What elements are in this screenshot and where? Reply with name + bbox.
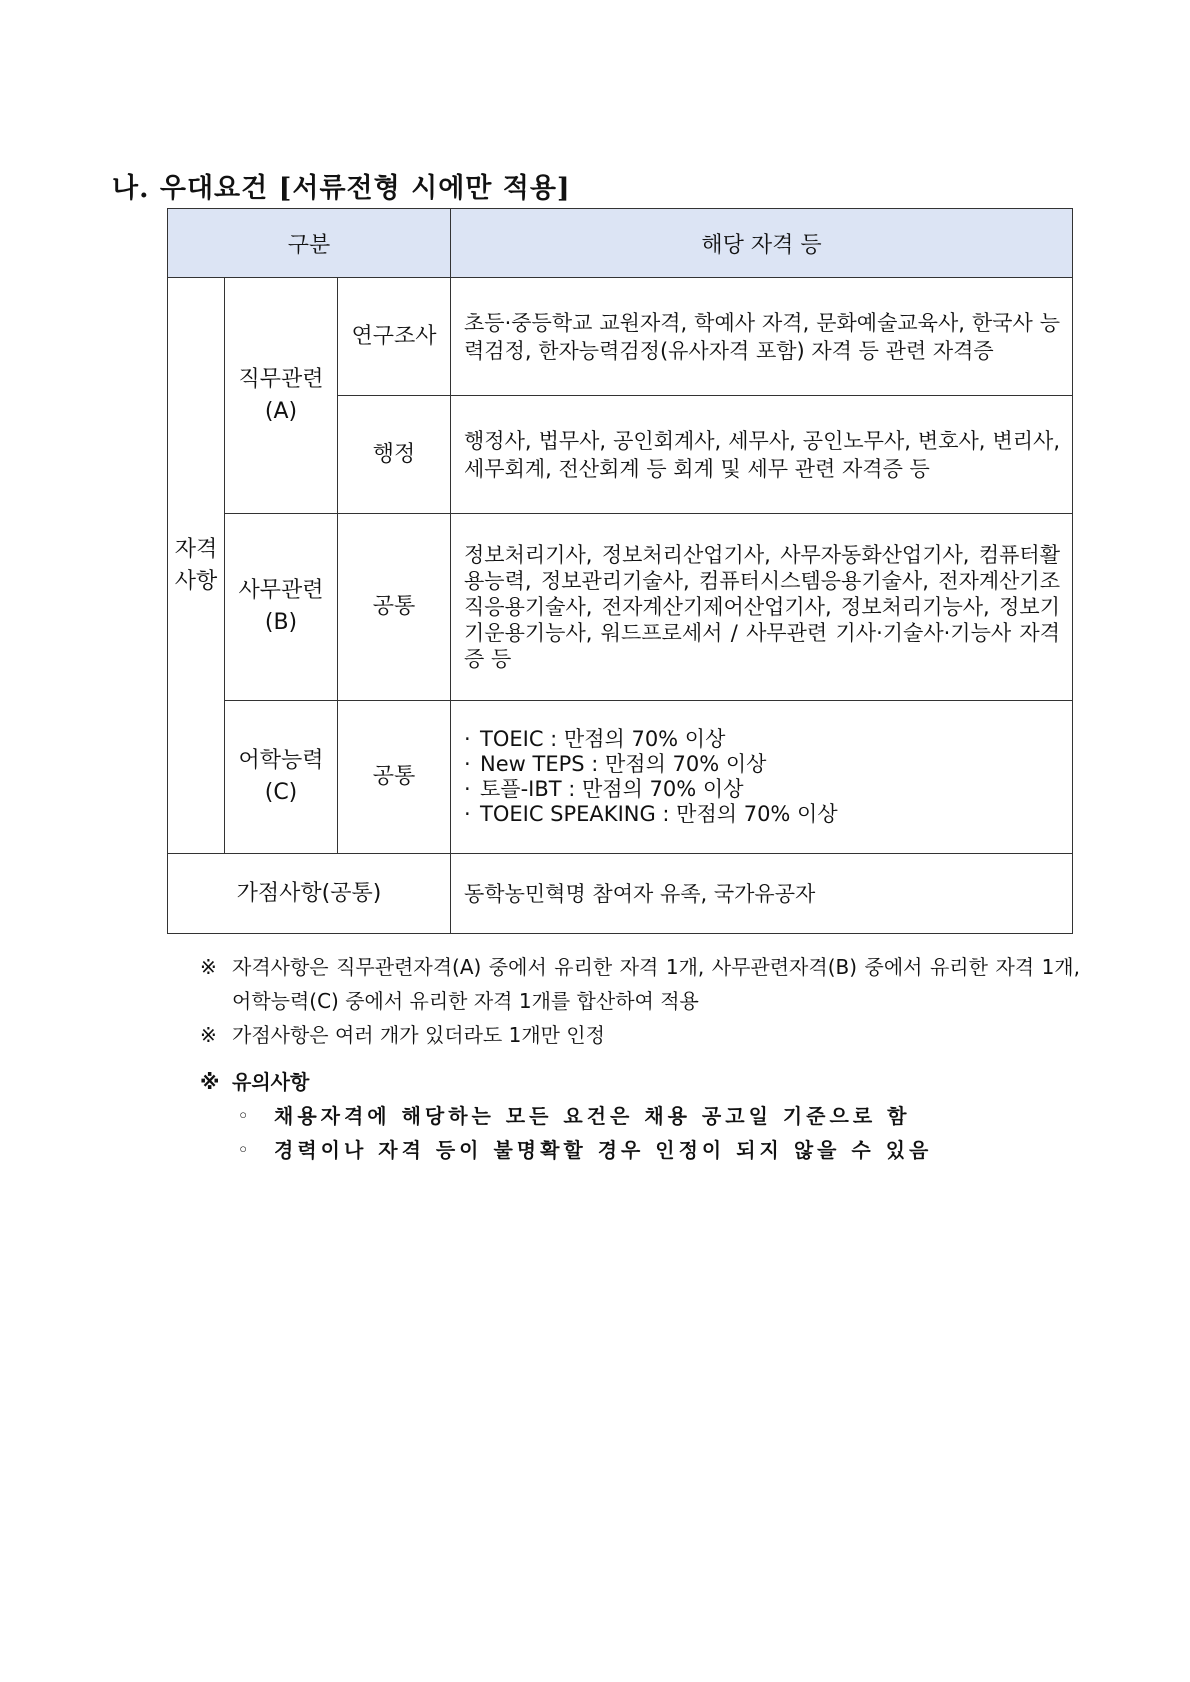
caution-item-text: 채용자격에 해당하는 모든 요건은 채용 공고일 기준으로 함 bbox=[274, 1104, 911, 1128]
category-language-label: 어학능력 bbox=[238, 748, 324, 773]
list-item bbox=[464, 727, 1060, 752]
group-label-line2: 사항 bbox=[174, 568, 218, 594]
language-qualifications bbox=[451, 701, 1073, 854]
office-qualifications bbox=[451, 514, 1073, 701]
research-qualifications-text: 초등·중등학교 교원자격, 학예사 자격, 문화예술교육사, 한국사 능력검정, 한자능력검정(유사자격 포함) 자격 등 관련 자격증 bbox=[464, 310, 1061, 363]
caution-section bbox=[200, 1065, 1080, 1167]
office-qualifications-text: 정보처리기사, 정보처리산업기사, 사무자동화산업기사, 컴퓨터활용능력, 정보관리기술사, 컴퓨터시스템응용기술사, 전자계산기조직응용기술사, 전자계산기제어산업기사, 정보처리기능사, 정보기기운용기능사, 워드프로세서 / 사무관련 기사·기술사·기능사 자격증 등 bbox=[464, 543, 1061, 671]
note-text: 자격사항은 직무관련자격(A) 중에서 유리한 자격 1개, 사무관련자격(B) 중에서 유리한 자격 1개, 어학능력(C) 중에서 유리한 자격 1개를 합산하여 적용 bbox=[232, 955, 1080, 1013]
field-administration bbox=[338, 396, 451, 514]
language-item-text: TOEIC SPEAKING : 만점의 70% 이상 bbox=[480, 802, 838, 826]
middle-dot-icon: · bbox=[464, 777, 471, 801]
group-label-line1: 자격 bbox=[174, 536, 218, 562]
caution-item-text: 경력이나 자격 등이 불명확할 경우 인정이 되지 않을 수 있음 bbox=[274, 1138, 933, 1162]
circle-bullet-icon: ◦ bbox=[238, 1106, 249, 1125]
group-label-qualifications bbox=[168, 278, 225, 854]
middle-dot-icon: · bbox=[464, 752, 471, 776]
note-item bbox=[200, 950, 1080, 1018]
notes bbox=[200, 950, 1080, 1052]
category-office-related bbox=[225, 514, 338, 701]
bonus-label-text: 가점사항(공통) bbox=[236, 880, 382, 906]
field-office-common-label: 공통 bbox=[372, 594, 416, 619]
administration-qualifications-text: 행정사, 법무사, 공인회계사, 세무사, 공인노무사, 변호사, 변리사, 세무회계, 전산회계 등 회계 및 세무 관련 자격증 등 bbox=[464, 428, 1061, 481]
note-item bbox=[200, 1018, 1080, 1052]
category-job-related-code: (A) bbox=[264, 398, 298, 424]
category-job-related bbox=[225, 278, 338, 514]
reference-mark-icon: ※ bbox=[200, 955, 217, 979]
caution-title: 유의사항 bbox=[232, 1070, 310, 1094]
bonus-label bbox=[168, 854, 451, 934]
list-item bbox=[464, 752, 1060, 777]
preference-requirements-table bbox=[167, 208, 1073, 934]
field-administration-label: 행정 bbox=[372, 441, 416, 467]
table-row bbox=[168, 278, 1073, 396]
list-item bbox=[200, 1133, 1080, 1167]
category-office-related-label: 사무관련 bbox=[238, 578, 324, 603]
header-category: 구분 bbox=[168, 209, 451, 278]
administration-qualifications bbox=[451, 396, 1073, 514]
language-item-text: 토플-IBT : 만점의 70% 이상 bbox=[480, 777, 744, 801]
field-research bbox=[338, 278, 451, 396]
field-language-common-label: 공통 bbox=[372, 764, 416, 789]
bonus-qualifications bbox=[451, 854, 1073, 934]
middle-dot-icon: · bbox=[464, 802, 471, 826]
category-office-related-code: (B) bbox=[264, 610, 298, 635]
circle-bullet-icon: ◦ bbox=[238, 1140, 249, 1159]
language-item-text: New TEPS : 만점의 70% 이상 bbox=[480, 752, 767, 776]
category-job-related-label: 직무관련 bbox=[238, 366, 324, 392]
list-item bbox=[464, 777, 1060, 802]
reference-mark-icon: ※ bbox=[200, 1023, 217, 1047]
header-qualifications: 해당 자격 등 bbox=[451, 209, 1073, 278]
research-qualifications bbox=[451, 278, 1073, 396]
list-item bbox=[200, 1099, 1080, 1133]
table-header-row bbox=[168, 209, 1073, 278]
table-row bbox=[168, 514, 1073, 701]
category-language bbox=[225, 701, 338, 854]
middle-dot-icon: · bbox=[464, 727, 471, 751]
bonus-qualifications-text: 동학농민혁명 참여자 유족, 국가유공자 bbox=[464, 881, 816, 906]
caution-heading bbox=[200, 1065, 1080, 1099]
table-row bbox=[168, 701, 1073, 854]
language-list bbox=[451, 727, 1072, 827]
field-office-common bbox=[338, 514, 451, 701]
table-row bbox=[168, 854, 1073, 934]
field-language-common bbox=[338, 701, 451, 854]
field-research-label: 연구조사 bbox=[351, 323, 437, 349]
section-title: 나. 우대요건 [서류전형 시에만 적용] bbox=[112, 173, 571, 204]
reference-mark-icon: ※ bbox=[200, 1070, 220, 1094]
list-item bbox=[464, 802, 1060, 827]
note-text: 가점사항은 여러 개가 있더라도 1개만 인정 bbox=[232, 1023, 605, 1047]
language-item-text: TOEIC : 만점의 70% 이상 bbox=[480, 727, 726, 751]
category-language-code: (C) bbox=[264, 780, 298, 805]
